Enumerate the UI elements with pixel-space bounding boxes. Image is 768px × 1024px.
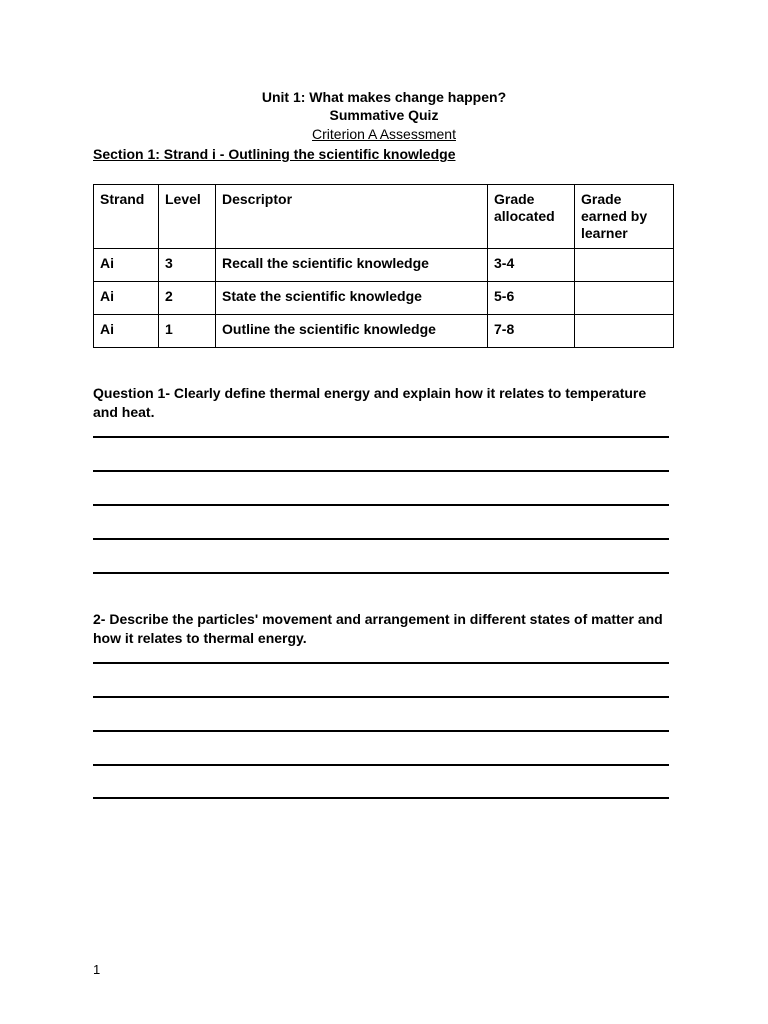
column-header-grade-earned: Grade earned by learner [575, 185, 674, 249]
column-header-descriptor: Descriptor [216, 185, 488, 249]
cell-grade: 3-4 [488, 249, 575, 282]
page-number: 1 [93, 962, 101, 977]
unit-title: Unit 1: What makes change happen? [261, 89, 507, 105]
answer-line[interactable] [93, 662, 669, 664]
answer-line[interactable] [93, 504, 669, 506]
table-header-row [94, 185, 674, 249]
answer-line[interactable] [93, 730, 669, 732]
cell-strand: Ai [94, 282, 159, 315]
answer-line[interactable] [93, 696, 669, 698]
cell-descriptor: State the scientific knowledge [216, 282, 488, 315]
cell-earned[interactable] [575, 315, 674, 348]
table-row [94, 282, 674, 315]
cell-earned[interactable] [575, 282, 674, 315]
answer-line[interactable] [93, 572, 669, 574]
answer-line[interactable] [93, 797, 669, 799]
answer-line[interactable] [93, 764, 669, 766]
table-row [94, 249, 674, 282]
answer-line[interactable] [93, 470, 669, 472]
cell-strand: Ai [94, 249, 159, 282]
cell-level: 3 [159, 249, 216, 282]
column-header-strand: Strand [94, 185, 159, 249]
quiz-title: Summative Quiz [329, 107, 439, 123]
cell-level: 2 [159, 282, 216, 315]
section-heading: Section 1: Strand i - Outlining the scientific knowledge [93, 146, 456, 162]
cell-descriptor: Outline the scientific knowledge [216, 315, 488, 348]
answer-line[interactable] [93, 436, 669, 438]
criterion-title: Criterion A Assessment [312, 126, 456, 142]
cell-earned[interactable] [575, 249, 674, 282]
question-1-text: Question 1- Clearly define thermal energy and explain how it relates to temperature and heat. [93, 385, 647, 420]
column-header-grade-allocated: Grade allocated [488, 185, 575, 249]
cell-grade: 5-6 [488, 282, 575, 315]
cell-grade: 7-8 [488, 315, 575, 348]
column-header-level: Level [159, 185, 216, 249]
cell-descriptor: Recall the scientific knowledge [216, 249, 488, 282]
answer-line[interactable] [93, 538, 669, 540]
cell-strand: Ai [94, 315, 159, 348]
cell-level: 1 [159, 315, 216, 348]
table-row [94, 315, 674, 348]
question-2-text: 2- Describe the particles' movement and arrangement in different states of matter and how it relates to thermal energy. [93, 611, 663, 646]
rubric-table [93, 184, 674, 348]
